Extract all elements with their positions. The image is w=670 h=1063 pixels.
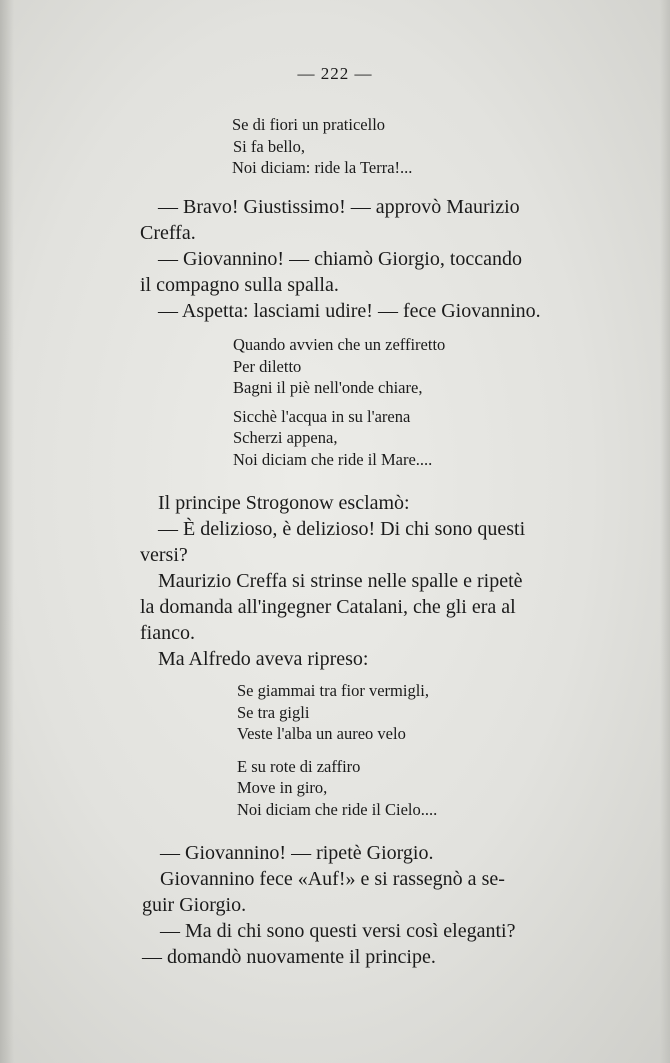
verse-line: Bagni il piè nell'onde chiare, bbox=[233, 378, 423, 397]
prose-line: Ma Alfredo aveva ripreso: bbox=[158, 648, 369, 670]
prose-line: Il principe Strogonow esclamò: bbox=[158, 492, 410, 514]
verse-line: Si fa bello, bbox=[233, 136, 305, 156]
poem-stanzas-sky bbox=[237, 680, 437, 820]
verse-line: Quando avvien che un zeffiretto bbox=[233, 335, 446, 354]
prose-line: guir Giorgio. bbox=[142, 894, 247, 916]
prose-line: — Giovannino! — chiamò Giorgio, toccando bbox=[158, 248, 523, 270]
prose-paragraph-dialogue-1 bbox=[140, 194, 606, 324]
prose-line: — Aspetta: lasciami udire! — fece Giovannino. bbox=[158, 300, 541, 322]
verse-line: Noi diciam che ride il Mare.... bbox=[233, 449, 433, 469]
prose-line: — È delizioso, è delizioso! Di chi sono questi bbox=[158, 518, 526, 540]
prose-line: — Giovannino! — ripetè Giorgio. bbox=[160, 842, 434, 864]
poem-stanzas-sea bbox=[233, 334, 445, 470]
prose-line: il compagno sulla spalla. bbox=[140, 274, 339, 296]
prose-line: fianco. bbox=[140, 622, 195, 644]
prose-line: — Ma di chi sono questi versi così eleganti? bbox=[160, 920, 516, 942]
verse-line: Sicchè l'acqua in su l'arena bbox=[233, 406, 411, 426]
verse-line: Scherzi appena, bbox=[233, 428, 338, 447]
verse-line: Veste l'alba un aureo velo bbox=[237, 724, 406, 743]
poem-stanza-earth bbox=[232, 114, 412, 179]
page-edge-shadow-right bbox=[660, 0, 670, 1063]
prose-line: Giovannino fece «Auf!» e si rassegnò a se- bbox=[160, 868, 505, 890]
verse-line: Noi diciam che ride il Cielo.... bbox=[237, 799, 438, 819]
verse-line: E su rote di zaffiro bbox=[237, 756, 361, 776]
prose-line: Creffa. bbox=[140, 222, 196, 244]
prose-line: la domanda all'ingegner Catalani, che gli era al bbox=[140, 596, 516, 618]
prose-paragraph-dialogue-3 bbox=[142, 840, 614, 970]
prose-line: — Bravo! Giustissimo! — approvò Maurizio bbox=[158, 196, 520, 218]
prose-line: — domandò nuovamente il principe. bbox=[142, 946, 436, 968]
verse-line: Noi diciam: ride la Terra!... bbox=[232, 158, 413, 177]
verse-line: Se tra gigli bbox=[237, 702, 310, 722]
verse-line: Se giammai tra fior vermigli, bbox=[237, 681, 429, 700]
verse-line: Move in giro, bbox=[237, 778, 328, 797]
verse-line: Per diletto bbox=[233, 356, 302, 376]
verse-line: Se di fiori un praticello bbox=[232, 115, 386, 134]
prose-line: versi? bbox=[140, 544, 188, 566]
page-edge-shadow-left bbox=[0, 0, 14, 1063]
page-number: — 222 — bbox=[297, 64, 373, 83]
prose-paragraph-dialogue-2 bbox=[140, 490, 612, 672]
prose-line: Maurizio Creffa si strinse nelle spalle e ripetè bbox=[158, 570, 523, 592]
